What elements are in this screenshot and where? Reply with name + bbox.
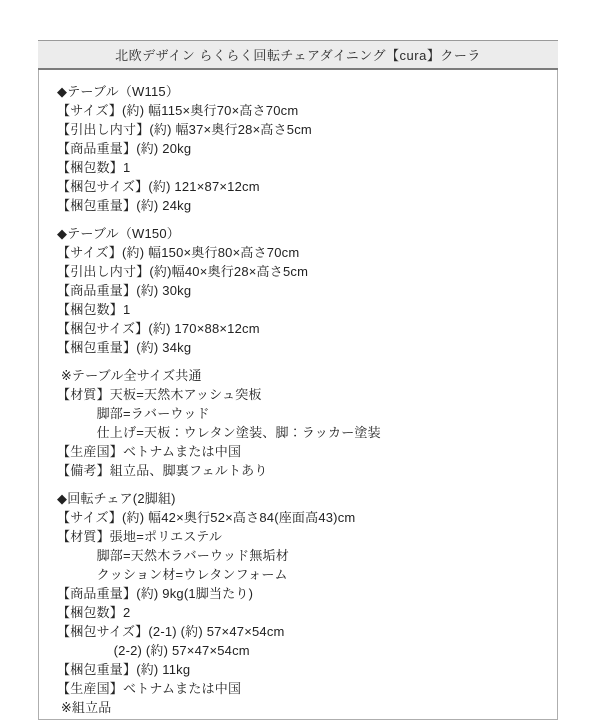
spec-line: 【引出し内寸】(約) 幅37×奥行28×高さ5cm <box>57 122 312 137</box>
spec-line: 【梱包重量】(約) 11kg <box>57 662 191 677</box>
spec-line: クッション材=ウレタンフォーム <box>57 567 288 582</box>
product-spec-panel <box>38 40 558 720</box>
spec-header-bar <box>38 40 558 70</box>
spec-line: 【サイズ】(約) 幅42×奥行52×高さ84(座面高43)cm <box>57 510 356 525</box>
spec-line: 【商品重量】(約) 20kg <box>57 141 192 156</box>
spec-line: ※組立品 <box>57 700 112 715</box>
spec-line: 【生産国】ベトナムまたは中国 <box>57 444 242 459</box>
spec-line: 仕上げ=天板：ウレタン塗装、脚：ラッカー塗装 <box>57 425 381 440</box>
spec-line: 脚部=天然木ラバーウッド無垢材 <box>57 548 289 563</box>
spec-line: ◆テーブル（W150） <box>57 226 180 241</box>
spec-line: ◆テーブル（W115） <box>57 84 180 99</box>
spec-section-table-w150 <box>57 224 543 357</box>
spec-line: 【生産国】ベトナムまたは中国 <box>57 681 242 696</box>
spec-line: 【梱包サイズ】(約) 121×87×12cm <box>57 179 260 194</box>
spec-line: 【梱包サイズ】(2-1) (約) 57×47×54cm <box>57 624 285 639</box>
spec-line: 【材質】天板=天然木アッシュ突板 <box>57 387 262 402</box>
spec-line: 【備考】組立品、脚裏フェルトあり <box>57 463 268 478</box>
spec-line: 【梱包重量】(約) 24kg <box>57 198 192 213</box>
product-title: 北欧デザイン らくらく回転チェアダイニング【cura】クーラ <box>115 48 481 63</box>
spec-line: 【材質】張地=ポリエステル <box>57 529 223 544</box>
spec-line: 脚部=ラバーウッド <box>57 406 210 421</box>
spec-line: 【サイズ】(約) 幅150×奥行80×高さ70cm <box>57 245 300 260</box>
spec-section-table-common <box>57 366 543 480</box>
spec-line: 【梱包重量】(約) 34kg <box>57 340 192 355</box>
spec-body <box>39 70 557 717</box>
spec-section-table-w115 <box>57 82 543 215</box>
spec-line: 【梱包数】1 <box>57 160 131 175</box>
spec-line: 【商品重量】(約) 9kg(1脚当たり) <box>57 586 254 601</box>
spec-line: 【梱包数】2 <box>57 605 131 620</box>
spec-line: 【商品重量】(約) 30kg <box>57 283 192 298</box>
spec-line: (2-2) (約) 57×47×54cm <box>57 643 250 658</box>
spec-line: ◆回転チェア(2脚組) <box>57 491 176 506</box>
spec-section-swivel-chair <box>57 489 543 717</box>
spec-line: 【梱包数】1 <box>57 302 131 317</box>
spec-line: ※テーブル全サイズ共通 <box>57 368 202 383</box>
spec-line: 【サイズ】(約) 幅115×奥行70×高さ70cm <box>57 103 299 118</box>
spec-line: 【梱包サイズ】(約) 170×88×12cm <box>57 321 260 336</box>
spec-line: 【引出し内寸】(約)幅40×奥行28×高さ5cm <box>57 264 309 279</box>
